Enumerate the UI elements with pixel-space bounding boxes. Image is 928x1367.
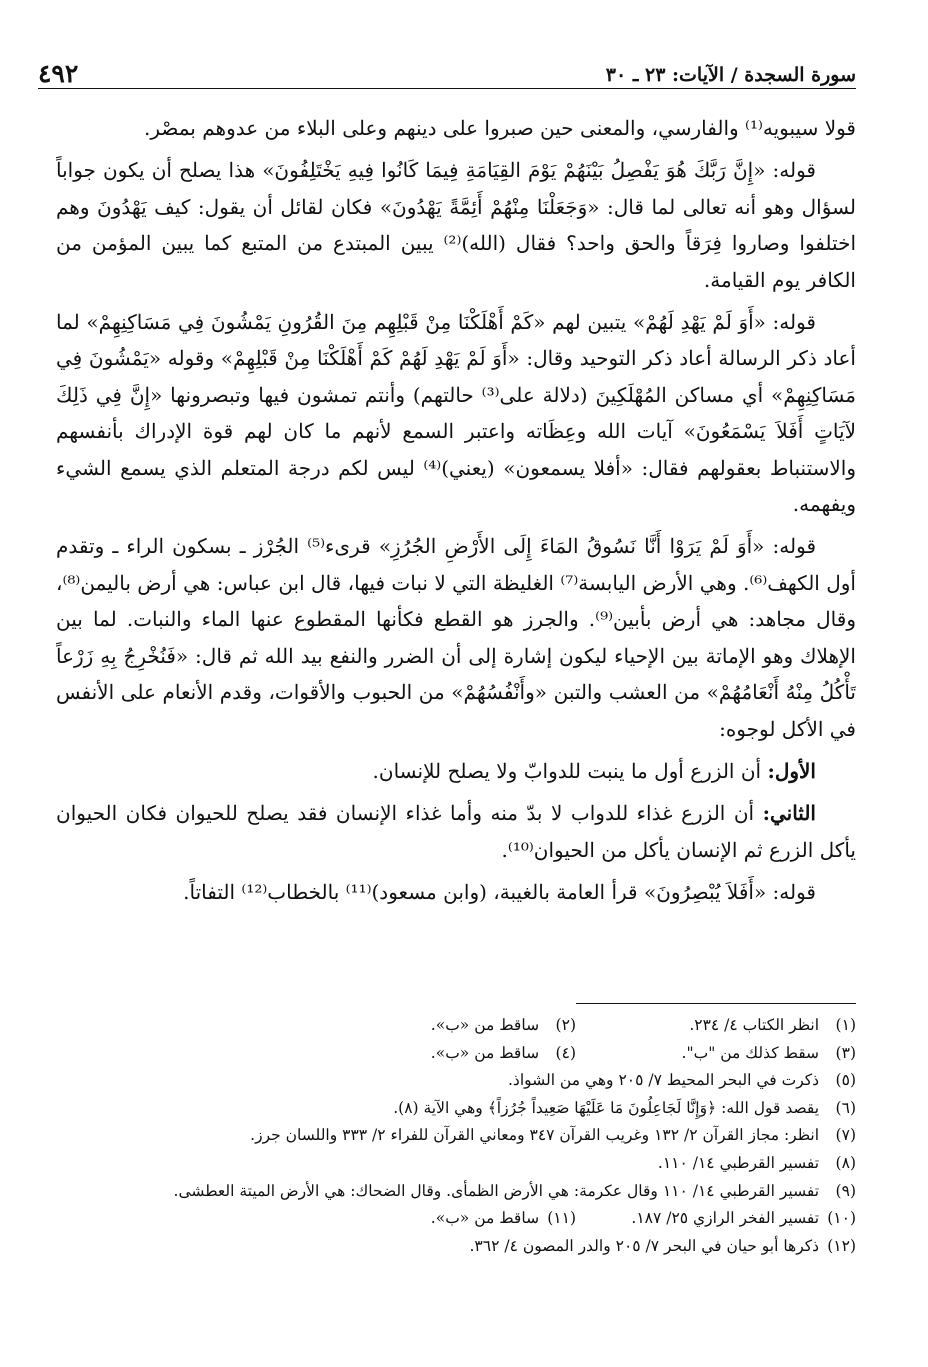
footnote-divider — [576, 1003, 856, 1004]
footnote-text: تفسير القرطبي ١٤/ ١١٠ وقال عكرمة: هي الأرض الظمأى. وقال الضحاك: هي الأرض الميتة العطشى. — [173, 1181, 820, 1200]
point-text: أن الزرع غذاء للدواب لا بدّ منه وأما غذاء الإنسان فقد يصلح للحيوان فكان الحيوان يأكل الزرع ثم الإنسان يأكل من الحيوان⁽¹⁰⁾. — [56, 801, 856, 862]
footnote-text: ذكرت في البحر المحيط ٧/ ٢٠٥ وهي من الشواذ. — [508, 1071, 820, 1090]
footnotes — [56, 1012, 856, 1342]
footnote-row — [56, 1012, 856, 1040]
footnote-text: تفسير الفخر الرازي ٢٥/ ١٨٧. — [631, 1209, 820, 1228]
footnote — [56, 1095, 856, 1123]
footnote-text: ساقط من «ب». — [430, 1043, 540, 1062]
point-second — [56, 795, 856, 868]
footnote-number: (٤) — [555, 1043, 576, 1062]
footnote-text: انظر الكتاب ٤/ ٢٣٤. — [689, 1016, 820, 1034]
footnote-text: سقط كذلك من "ب". — [681, 1043, 820, 1062]
footnote-row — [56, 1205, 856, 1233]
paragraph: قوله: «أَوَ لَمْ يَرَوْا أَنَّا نَسُوقُ المَاءَ إِلَى الأَرْضِ الجُرُزِ» قرىء⁽⁵⁾ الجُرْز ـ بسكون الراء ـ وتقدم أول الكهف⁽⁶⁾. وهي الأرض اليابسة⁽⁷⁾ الغليظة التي لا نبات فيها، قال ابن عباس: هي أرض باليمن⁽⁸⁾، وقال مجاهد: هي أرض بأبين⁽⁹⁾. والجرز هو القطع فكأنها المقطوع عنها الماء والنبات. لما بين الإهلاك وهو الإماتة بين الإحياء ليكون إشارة إلى أن الضرر والنفع بيد الله ثم قال: «فَنُخْرِجُ بِهِ زَرْعاً تَأْكُلُ مِنْهُ أَنْعَامُهُمْ» من العشب والتبن «وأَنْفُسُهُمْ» من الحبوب والأقوات، وقدم الأنعام على الأنفس في الأكل لوجوه: — [56, 534, 856, 741]
paragraph: قوله: «إِنَّ رَبَّكَ هُوَ يَفْصِلُ بَيْنَهُمْ يَوْمَ القِيَامَةِ فِيمَا كَانُوا فِيهِ يَخْتَلِفُونَ» هذا يصلح أن يكون جواباً لسؤال وهو أنه تعالى لما قال: «وَجَعَلْنَا مِنْهُمْ أَئِمَّةً يَهْدُونَ» فكان لقائل أن يقول: كيف يَهْدُونَ وهم اختلفوا وصاروا فِرَقاً والحق واحد؟ فقال (الله)⁽²⁾ يبين المبتدع من المتبع كما يبين المؤمن من الكافر يوم القيامة. — [56, 158, 856, 292]
page-header — [38, 58, 856, 89]
footnote — [56, 1233, 856, 1261]
footnote-text: يقصد قول الله: ﴿وَإِنَّا لَجَاعِلُونَ مَا عَلَيْهَا صَعِيداً جُرُزاً﴾ وهي الآية (٨). — [393, 1098, 820, 1117]
footnote — [296, 1205, 576, 1233]
footnote-number: (٢) — [555, 1016, 576, 1034]
footnote — [56, 1178, 856, 1206]
footnote-number: (٩) — [835, 1181, 856, 1200]
page-number: ٤٩٢ — [38, 59, 79, 88]
point-first — [56, 753, 856, 789]
footnote-row — [56, 1040, 856, 1068]
paragraph: قولا سيبويه⁽¹⁾ والفارسي، والمعنى حين صبروا على دينهم وعلى البلاء من عدوهم بمصْر. — [144, 116, 856, 140]
footnote-text: انظر: مجاز القرآن ٢/ ١٣٢ وغريب القرآن ٣٤٧ ومعاني القرآن للفراء ٢/ ٣٣٣ واللسان جرز. — [250, 1126, 820, 1145]
point-label: الثاني: — [762, 801, 816, 826]
paragraph: قوله: «أَفَلاَ يُبْصِرُونَ» قرأ العامة بالغيبة، (وابن مسعود)⁽¹¹⁾ بالخطاب⁽¹²⁾ التفاتاً. — [183, 880, 816, 905]
footnote — [56, 1122, 856, 1150]
point-text: أن الزرع أول ما ينبت للدوابّ ولا يصلح للإنسان. — [372, 758, 768, 783]
footnote — [296, 1012, 576, 1040]
running-title: سورة السجدة / الآيات: ٢٣ ـ ٣٠ — [605, 64, 856, 86]
footnote — [296, 1040, 576, 1068]
footnote-number: (١٢) — [827, 1236, 856, 1255]
footnote-text: ساقط من «ب». — [430, 1016, 540, 1034]
footnote — [576, 1040, 856, 1068]
footnote-number: (٧) — [835, 1126, 856, 1145]
footnote-number: (١١) — [547, 1209, 576, 1228]
footnote-number: (٣) — [835, 1043, 856, 1062]
footnote-text: تفسير القرطبي ١٤/ ١١٠. — [657, 1153, 820, 1172]
footnote — [576, 1012, 856, 1040]
footnote — [576, 1205, 856, 1233]
footnote-number: (٥) — [835, 1071, 856, 1090]
main-text — [56, 110, 856, 990]
footnote — [56, 1150, 856, 1178]
paragraph: قوله: «أَوَ لَمْ يَهْدِ لَهُمْ» يتبين لهم «كَمْ أَهْلَكْنَا مِنْ قَبْلِهِم مِنَ القُرُونِ يَمْشُونَ فِي مَسَاكِنِهِمْ» لما أعاد ذكر الرسالة أعاد ذكر التوحيد وقال: «أَوَ لَمْ يَهْدِ لَهُمْ كَمْ أَهْلَكْنَا مِنْ قَبْلِهِمْ» وقوله «يَمْشُونَ فِي مَسَاكِنِهِمْ» أي مساكن المُهْلَكِينَ (دلالة على⁽³⁾ حالتهم) وأنتم تمشون فيها وتبصرونها «إِنَّ فِي ذَلِكَ لآيَاتٍ أَفَلاَ يَسْمَعُونَ» آيات الله وعِظَاته واعتبر السمع لأنهم ما كان لهم قوة الإدراك بأنفسهم والاستنباط بعقولهم فقال: «أفلا يسمعون» (يعني)⁽⁴⁾ ليس لكم درجة المتعلم الذي يسمع الشيء ويفهمه. — [56, 310, 856, 517]
footnote-number: (١٠) — [827, 1209, 856, 1228]
point-label: الأول: — [767, 758, 816, 783]
footnote-number: (٨) — [835, 1153, 856, 1172]
footnote-text: ذكرها أبو حيان في البحر ٧/ ٢٠٥ والدر المصون ٤/ ٣٦٢. — [469, 1236, 820, 1255]
footnote — [56, 1067, 856, 1095]
footnote-text: ساقط من «ب». — [430, 1209, 540, 1228]
footnote-number: (١) — [835, 1016, 856, 1034]
footnote-number: (٦) — [835, 1098, 856, 1117]
